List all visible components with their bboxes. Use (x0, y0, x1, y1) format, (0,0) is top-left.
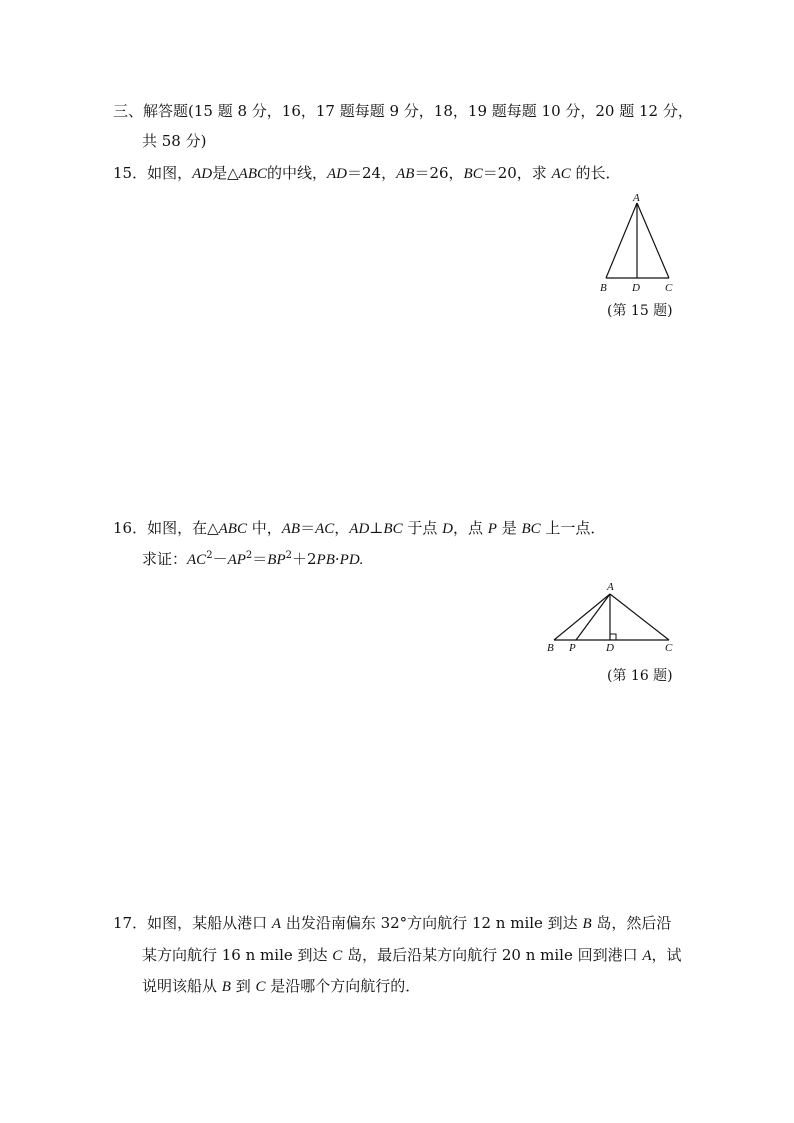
figure-16-triangle (540, 577, 680, 657)
label-a: A (607, 581, 614, 593)
segment-ab (606, 203, 637, 278)
section-title-line2: 共 58 分) (142, 132, 207, 150)
label-a: A (633, 192, 640, 204)
label-d: D (632, 282, 640, 294)
label-b: B (600, 282, 607, 294)
right-angle-mark (610, 634, 616, 640)
label-c: C (665, 642, 673, 654)
question-16-proof: 求证：$AC^2-AP^2=BP^2+2PB\cdot PD$. (142, 550, 364, 568)
question-16-text: 16．如图，在△ABC 中，AB＝AC，AD⊥BC 于点 D，点 P 是 BC 上一点． (113, 519, 606, 537)
question-17-line1: 17．如图，某船从港口 A 出发沿南偏东 32°方向航行 12 n mile 到达 B 岛，然后沿 (113, 914, 672, 932)
figure-15-caption: (第 15 题) (607, 303, 673, 319)
section-title-line1: 三、解答题(15 题 8 分，16，17 题每题 9 分，18，19 题每题 10 分，20 题 12 分， (113, 102, 693, 120)
question-number: 16． (113, 519, 148, 537)
question-number: 15． (113, 164, 148, 182)
question-15-text: 15．如图，AD是△ABC的中线，AD＝24，AB＝26，BC＝20，求 AC 的长． (113, 164, 621, 182)
question-number: 17． (113, 914, 148, 932)
label-b: B (547, 642, 554, 654)
label-d: D (606, 642, 614, 654)
segment-ac (610, 594, 669, 640)
question-17-line2: 某方向航行 16 n mile 到达 C 岛，最后沿某方向航行 20 n mile 回到港口 A，试 (142, 946, 682, 964)
label-p: P (569, 642, 576, 654)
question-17-line3: 说明该船从 B 到 C 是沿哪个方向航行的． (142, 977, 421, 995)
label-c: C (665, 282, 673, 294)
segment-ac (637, 203, 669, 278)
figure-16-caption: (第 16 题) (607, 668, 673, 684)
segment-ab (554, 594, 610, 640)
figure-15-triangle (594, 190, 684, 296)
